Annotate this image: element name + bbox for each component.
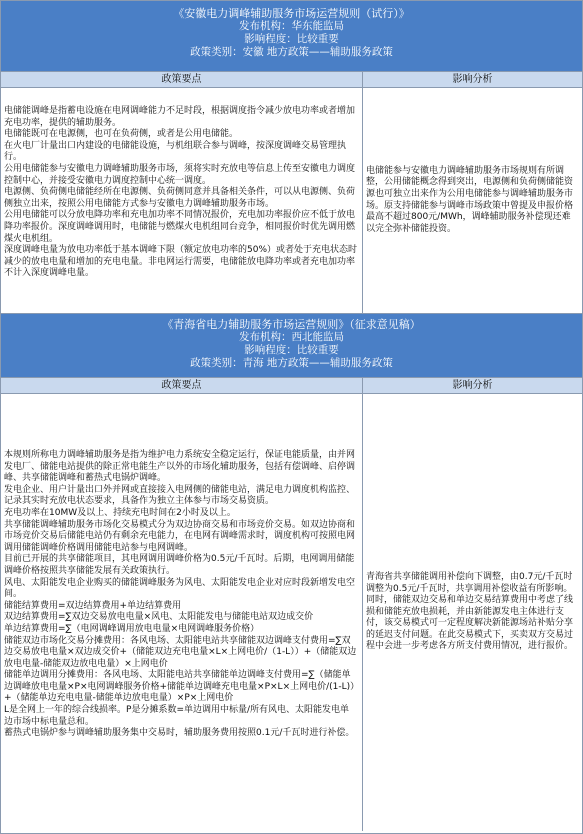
section1-title: 《安徽电力调峰辅助服务市场运营规则（试行）》: [173, 7, 410, 20]
section2-banner: [1, 314, 582, 378]
section2-header-analysis: 影响分析: [452, 380, 493, 391]
section2-point: 储能双边市场化交易分摊费用：各风电场、太阳能电站共享储能双边调峰支付费用=∑双边交易放电电量×双边成交价+（储能双边充电电量×L×上网电价/（1-L））+（储能双边放电电量-储能双边放电电量）×上网电价: [4, 635, 357, 669]
section2-point: 单边结算费用=∑（电网调峰调用放电电量×电网调峰服务价格）: [4, 623, 260, 634]
section2-point: 蓄热式电锅炉参与调峰辅助服务集中交易时，辅助服务费用按照0.1元/千瓦时进行补偿。: [4, 728, 355, 739]
section1-point: 电储能调峰是指蓄电设施在电网调峰能力不足时段，根据调度指令减少放电功率或者增加充电功率，提供的辅助服务。: [4, 106, 356, 128]
section2-point: 储能单边调用分摊费用：各风电场、太阳能电站共享储能单边调峰支付费用=∑（储能单边调峰放电电量×P×电网调峰服务价格+储能单边调峰充电电量×P×L×上网电价/(1-L)）+（储能单边充电电量-储能单边放电电量）×P×上网电价: [4, 670, 355, 704]
section2-header-points: 政策要点: [1, 378, 363, 393]
section2-row: [1, 394, 582, 831]
section1-impact: 影响程度：比较重要: [244, 33, 339, 45]
section1-header-analysis: 影响分析: [452, 74, 493, 85]
section2-point: 风电、太阳能发电企业购买的储能调峰服务为风电、太阳能发电企业对应时段新增发电空间。: [4, 577, 356, 600]
section2-point: L是全网上一年的综合线损率。P是分摊系数=单边调用中标量/所有风电、太阳能发电单边市场中标电量总和。: [4, 705, 350, 727]
section1-category: 政策类别：安徽 地方政策——辅助服务政策: [190, 46, 393, 58]
section2-category: 政策类别：青海 地方政策——辅助服务政策: [190, 357, 393, 369]
section1-point: 深度调峰电量为放电功率低于基本调峰下限（额定放电功率的50%）或者处于充电状态时减少的放电电量和增加的充电电量。非电网运行需要，电储能放电降功率或者充电加功率不计入深度调峰电量。: [4, 245, 358, 279]
section2-point: 充电功率在10MW及以上、持续充电时间在2小时及以上。: [4, 507, 236, 518]
section2-agency: 发布机构：西北能监局: [239, 331, 344, 343]
section2-title: 《青海省电力辅助服务市场运营规则》（征求意见稿）: [162, 318, 421, 331]
section1-point: 在火电厂计量出口内建设的电储能设施，与机组联合参与调峰，按深度调峰交易管理执行。: [4, 140, 347, 163]
section1-header: [1, 72, 582, 88]
section1-header-points: 政策要点: [1, 72, 363, 87]
section1-point: 公用电储能参与安徽电力调峰辅助服务市场，须将实时充放电等信息上传至安徽电力调度控制中心，并接受安徽电力调度控制中心统一调度。: [4, 163, 356, 186]
section1-agency: 发布机构：华东能监局: [239, 20, 344, 32]
section2-points: [1, 394, 363, 831]
section2-point: 目前已开展的共享储能项目，其电网调用调峰价格为0.5元/千瓦时。后期，电网调用储能调峰价格按照共享储能发展有关政策执行。: [4, 554, 355, 576]
section2-analysis-cell: [363, 394, 582, 831]
section2-analysis: 青海省共享储能调用补偿向下调整，由0.7元/千瓦时调整为0.5元/千瓦时，共享调用补偿收益有所影响。同时，储能双边交易和单边交易结算费用中考虑了线损和储能充放电损耗，并由新能源发电主体进行支付，该交易模式可一定程度解决新能源场站补贴分享的延迟支付问题。在此交易模式下，买卖双方交易过程中会进一步考虑各方所支付费用情况，进行报价。: [366, 571, 574, 652]
section2-header: [1, 378, 582, 394]
section1-points: [1, 88, 363, 313]
section2-point: 储能结算费用=双边结算费用+单边结算费用: [4, 600, 182, 611]
section1-row: [1, 88, 582, 314]
section2-point: 本规则所称电力调峰辅助服务是指为维护电力系统安全稳定运行，保证电能质量，由并网发电厂、储能电站提供的除正常电能生产以外的市场化辅助服务，包括有偿调峰、启停调峰、共享储能调峰和蓄热式电锅炉调峰。: [4, 450, 356, 484]
section1-point: 电源侧、负荷侧电储能经所在电源侧、负荷侧同意并具备相关条件，可以从电源侧、负荷侧独立出来，按照公用电储能方式参与安徽电力调峰辅助服务市场。: [4, 187, 356, 209]
section1-analysis-cell: [363, 88, 582, 313]
section1-banner: [1, 1, 582, 72]
section1-point: 电储能既可在电源侧，也可在负荷侧，或者是公用电储能。: [4, 129, 239, 140]
section2-point: 发电企业、用户计量出口外并网或直接接入电网侧的储能电站，满足电力调度机构监控、记录其实时充放电状态要求，具备作为独立主体参与市场交易资质。: [4, 484, 356, 507]
section1-point: 公用电储能可以分放电降功率和充电加功率不同情况报价，充电加功率报价应不低于放电降功率报价。深度调峰调用时，电储能与燃煤火电机组同台竞争，相同报价时优先调用燃煤火电机组。: [4, 210, 356, 244]
section2-point: 共享储能调峰辅助服务市场化交易模式分为双边协商交易和市场竞价交易。如双边协商和市场竞价交易后储能电站仍有剩余充电能力，在电网有调峰需求时，调度机构可按照电网调用储能调峰价格调用储能电站参与电网调峰。: [4, 519, 356, 553]
section1-analysis: 电储能参与安徽电力调峰辅助服务市场规则有所调整，公用储能概念得到突出，电源侧和负荷侧储能资源也可独立出来作为公用电储能参与调峰辅助服务市场。原支持储能参与调峰市场政策中曾提及申报价格最高不超过800元/MWh，调峰辅助服务补偿现还难以完全弥补储能投资。: [366, 165, 574, 234]
section2-point: 双边结算费用=∑双边交易放电电量×风电、太阳能发电与储能电站双边成交价: [4, 612, 314, 623]
section2-impact: 影响程度：比较重要: [244, 344, 339, 356]
